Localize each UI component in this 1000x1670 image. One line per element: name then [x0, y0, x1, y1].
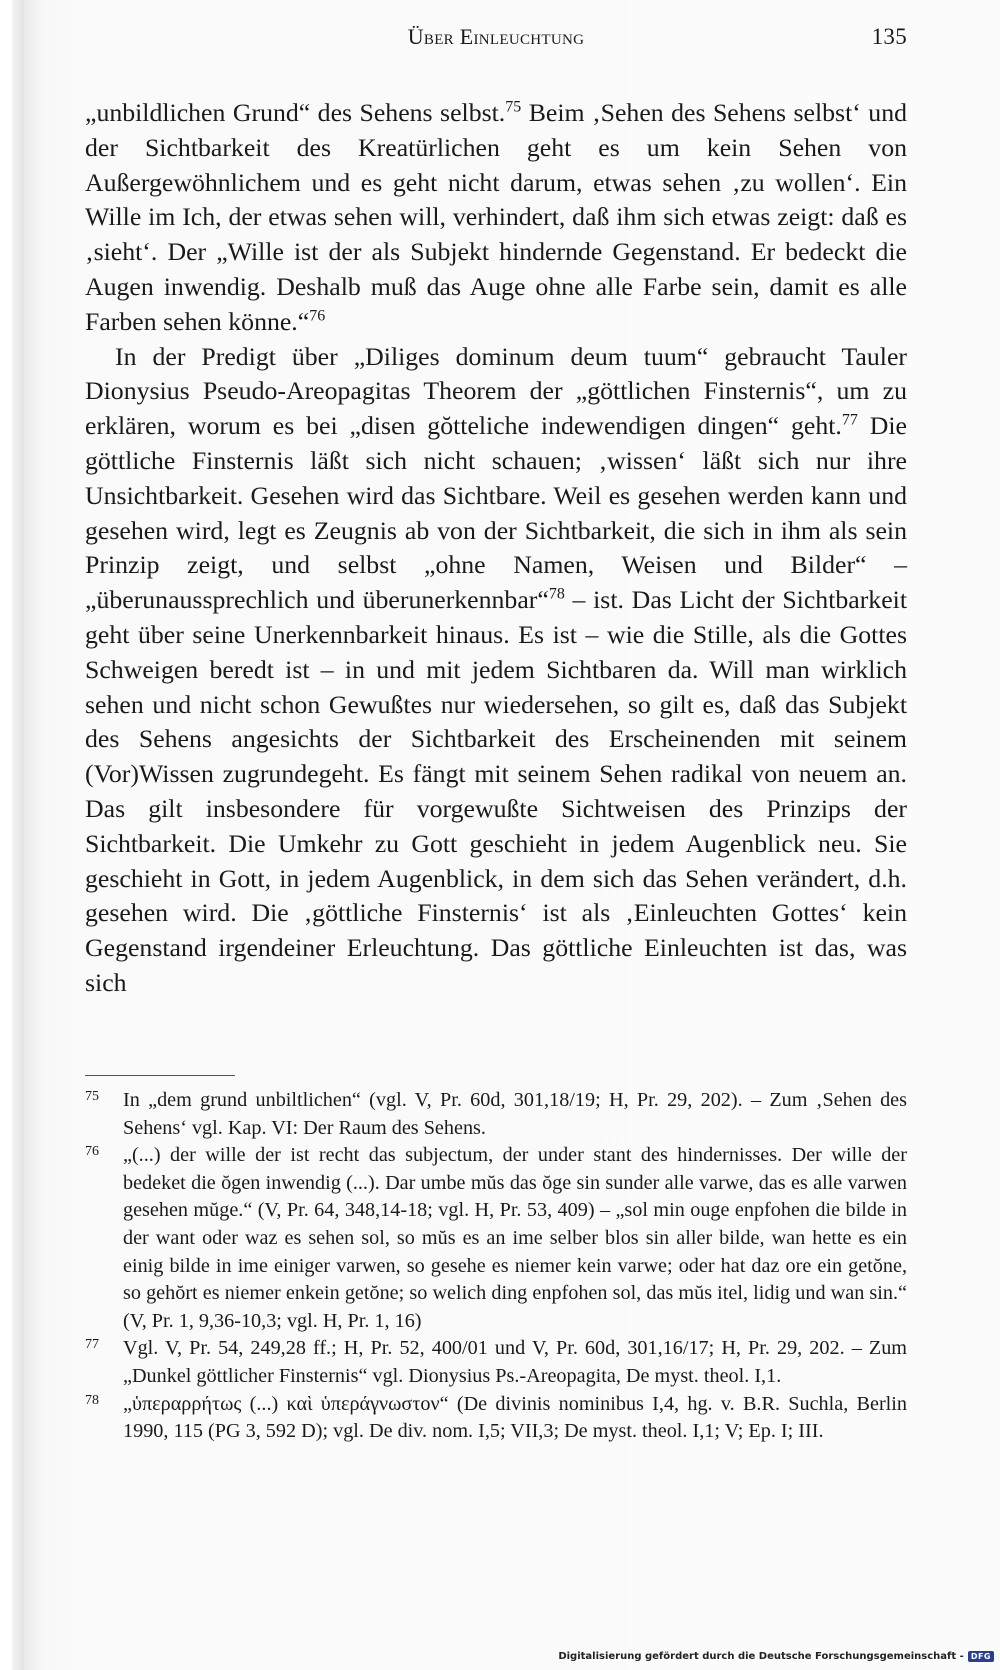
page-number: 135: [871, 24, 907, 49]
running-head: [85, 24, 907, 54]
footnote-78: [85, 1391, 907, 1446]
digitization-credit-text: Digitalisierung gefördert durch die Deutsche Forschungsgemeinschaft -: [558, 1650, 964, 1662]
footnote-77: [85, 1335, 907, 1390]
paragraph-2: [85, 340, 907, 1001]
footnote-number: 76: [85, 1144, 99, 1160]
paragraph-1-text-b: Beim ‚Sehen des Sehens selbst‘ und der Sichtbarkeit des Kreatürlichen geht es um kein Sehen von Außergewöhnlichem und es geht nicht darum, etwas sehen ‚zu wollen‘. Ein Wille im Ich, der etwas sehen will, verhindert, daß ihm sich etwas zeigt: daß es ‚sieht‘. Der „Wille ist der als Subjekt hindernde Gegenstand. Er bedeckt die Augen inwendig. Deshalb muß das Auge ohne alle Farbe sein, damit es alle Farben sehen könne.“: [85, 98, 907, 336]
footnote-ref-75: 75: [505, 98, 522, 116]
footnote-number: 77: [85, 1337, 99, 1353]
footnote-number: 75: [85, 1089, 99, 1104]
footnote-text: „(...) der wille der ist recht das subjectum, der under stant des hindernisses. Der wille der bedeket die ŏgen inwendig (...). Dar umbe mŭs das ŏge sin sunder alle varwe, das es alle varwen gesehen mŭge.“ (V, Pr. 64, 348,14-18; vgl. H, Pr. 53, 409) – „sol min ouge enpfohen die bilde in der want oder waz es sehen sol, so mŭs es an ime selber blos sin aller bilde, wan hette es ein einig bilde in ime einiger varwen, so gesehe es niemer kein varwe; oder hat daz ore ein getŏne, so gehŏrt es niemer enkein getŏne; so welich ding enpfohen sol, das mŭs itel, lidig und wan sin.“ (V, Pr. 1, 9,36-10,3; vgl. H, Pr. 1, 16): [123, 1144, 907, 1332]
footnote-76: [85, 1142, 907, 1335]
paragraph-1-text-a: „unbildlichen Grund“ des Sehens selbst.: [85, 98, 506, 127]
main-text: [85, 96, 907, 1001]
dfg-logo: DFG: [968, 1651, 994, 1662]
footnote-ref-77: 77: [841, 411, 858, 429]
footnote-text: In „dem grund unbiltlichen“ (vgl. V, Pr. 60d, 301,18/19; H, Pr. 29, 202). – Zum ‚Sehen des Sehens‘ vgl. Kap. VI: Der Raum des Sehens.: [123, 1089, 907, 1139]
footnotes: [85, 1087, 907, 1446]
paragraph-2-text-a: In der Predigt über „Diliges dominum deum tuum“ gebraucht Tauler Dionysius Pseudo-Areopagitas Theorem der „göttlichen Finsternis“, um zu erklären, worum es bei „disen gŏtteliche indewendigen dingen“ geht.: [85, 341, 907, 441]
paragraph-2-text-b: Die göttliche Finsternis läßt sich nicht schauen; ‚wissen‘ läßt sich nur ihre Unsichtbarkeit. Gesehen wird das Sichtbare. Weil es gesehen werden kann und gesehen wird, legt es Zeugnis ab von der Sichtbarkeit, die sich in ihm als sein Prinzip zeigt, und selbst „ohne Namen, Weisen und Bilder“ – „überunaussprechlich und überunerkennbar“: [85, 411, 907, 615]
running-head-title: Über Einleuchtung: [407, 24, 585, 49]
footnote-75: [85, 1087, 907, 1142]
footnote-text: Vgl. V, Pr. 54, 249,28 ff.; H, Pr. 52, 400/01 und V, Pr. 60d, 301,16/17; H, Pr. 29, 202. – Zum „Dunkel göttlicher Finsternis“ vgl. Dionysius Ps.-Areopagita, De myst. theol. I,1.: [123, 1337, 907, 1387]
footnote-number: 78: [85, 1392, 99, 1408]
paragraph-2-text-c: – ist. Das Licht der Sichtbarkeit geht über seine Unerkennbarkeit hinaus. Es ist – wie die Stille, als die Gottes Schweigen beredt ist – in und mit jedem Sichtbaren da. Will man wirklich sehen und nicht schon Gewußtes nur wiedersehen, so gilt es, daß das Subjekt des Sehens angesichts der Sichtbarkeit des Erscheinenden mit seinem (Vor)Wissen zugrundegeht. Es fängt mit seinem Sehen radikal von neuem an. Das gilt insbesondere für vorgewußte Sichtweisen des Prinzips der Sichtbarkeit. Die Umkehr zu Gott geschieht in jedem Augenblick neu. Sie geschieht in Gott, in jedem Augenblick, in dem sich das Sehen verändert, d.h. gesehen wird. Die ‚göttliche Finsternis‘ ist als ‚Einleuchten Gottes‘ kein Gegenstand irgendeiner Erleuchtung. Das göttliche Einleuchten ist das, was sich: [85, 585, 907, 997]
footnote-ref-76: 76: [309, 307, 326, 325]
footnote-ref-78: 78: [548, 585, 565, 603]
digitization-credit: [558, 1648, 994, 1664]
paragraph-1: [85, 96, 907, 340]
footnote-text: „ὑπεραρρήτως (...) καὶ ὑπεράγνωστον“ (De divinis nominibus I,4, hg. v. B.R. Suchla, Berlin 1990, 115 (PG 3, 592 D); vgl. De div. nom. I,5; VII,3; De myst. theol. I,1; V; Ep. I; III.: [123, 1392, 907, 1443]
footnote-separator: [85, 1075, 235, 1076]
page-gutter-shadow: [12, 0, 24, 1670]
